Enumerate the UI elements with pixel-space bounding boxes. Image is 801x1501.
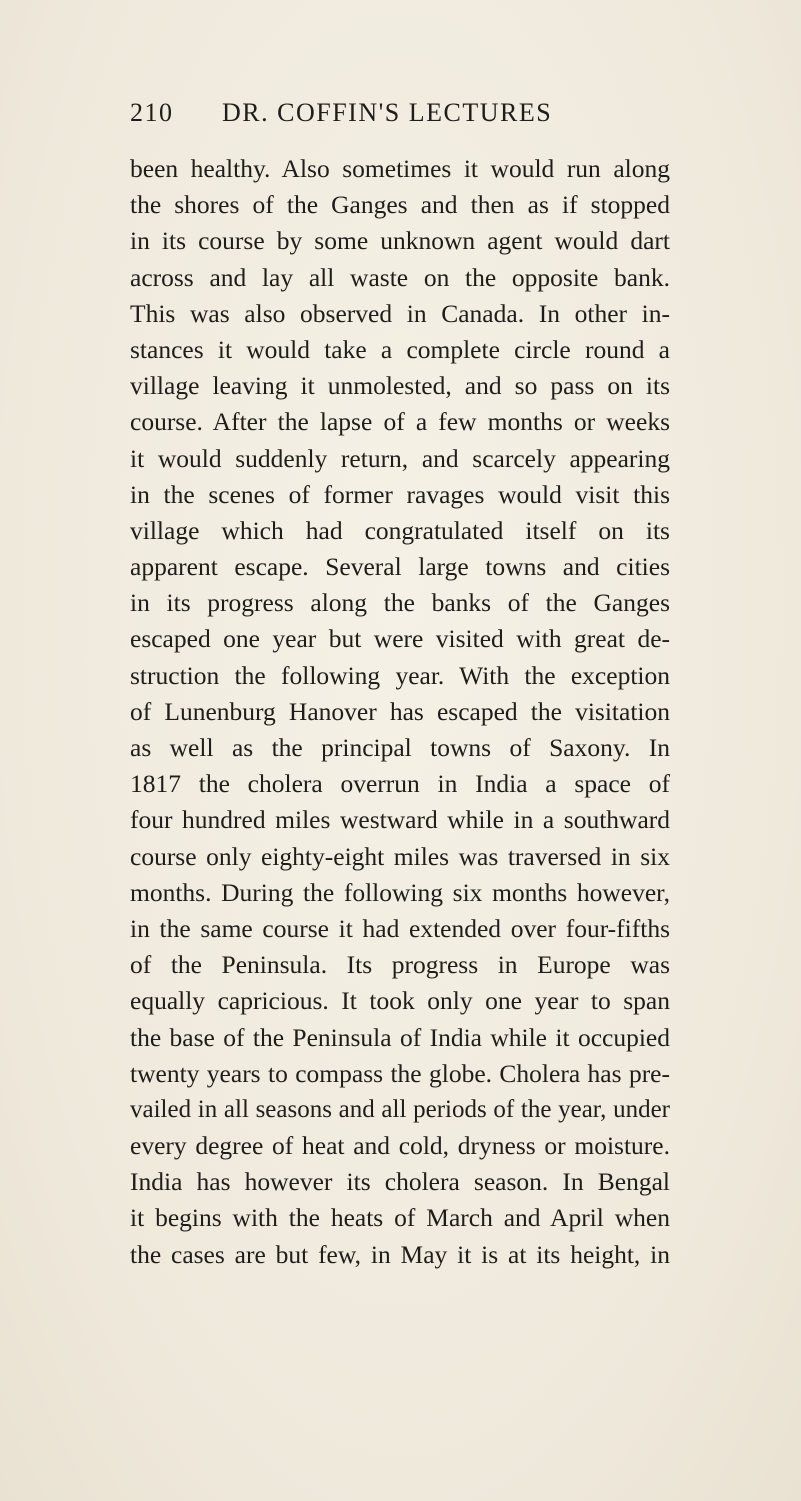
text-line: across and lay all waste on the opposite bank.	[130, 262, 670, 292]
text-line: the base of the Peninsula of India while it occupied	[130, 1022, 670, 1052]
text-line: 1817 the cholera overrun in India a space of	[130, 769, 670, 799]
text-line: struction the following year. With the exception	[130, 660, 670, 690]
text-line: course only eighty-eight miles was traversed in six	[130, 841, 670, 871]
text-line: of Lunenburg Hanover has escaped the visitation	[130, 696, 670, 726]
running-head	[130, 98, 670, 138]
page-number: 210	[130, 98, 174, 127]
text-line: stances it would take a complete circle round a	[130, 334, 670, 364]
text-line: the cases are but few, in May it is at its height, in	[130, 1239, 670, 1269]
text-line: vailed in all seasons and all periods of the year, under	[130, 1095, 670, 1123]
text-line: in the same course it had extended over four-fifths	[130, 913, 670, 943]
text-line: equally capricious. It took only one year to span	[130, 986, 670, 1016]
text-line: India has however its cholera season. In Bengal	[130, 1167, 670, 1197]
text-line: in its course by some unknown agent would dart	[130, 226, 670, 256]
text-line: been healthy. Also sometimes it would run along	[130, 154, 670, 183]
text-line: course. After the lapse of a few months or weeks	[130, 407, 670, 437]
text-line: in its progress along the banks of the Ganges	[130, 588, 670, 618]
body-text	[130, 151, 670, 1273]
text-line: as well as the principal towns of Saxony. In	[130, 733, 670, 762]
text-line: it begins with the heats of March and April when	[130, 1203, 670, 1233]
running-title: DR. COFFIN'S LECTURES	[222, 98, 553, 127]
text-line: twenty years to compass the globe. Cholera has pre-	[130, 1058, 670, 1088]
text-line: months. During the following six months however,	[130, 877, 670, 907]
text-line: of the Peninsula. Its progress in Europe was	[130, 950, 670, 980]
text-line: the shores of the Ganges and then as if stopped	[130, 190, 670, 220]
text-line: four hundred miles westward while in a southward	[130, 805, 670, 835]
text-line: in the scenes of former ravages would visit this	[130, 479, 670, 509]
text-line: village leaving it unmolested, and so pass on its	[130, 371, 670, 401]
text-line: village which had congratulated itself on its	[130, 515, 670, 545]
text-line: every degree of heat and cold, dryness or moisture.	[130, 1131, 670, 1161]
text-line: This was also observed in Canada. In other in-	[130, 298, 670, 328]
text-line: escaped one year but were visited with great de-	[130, 624, 670, 654]
text-line: it would suddenly return, and scarcely appearing	[130, 443, 670, 473]
text-line: apparent escape. Several large towns and cities	[130, 552, 670, 582]
